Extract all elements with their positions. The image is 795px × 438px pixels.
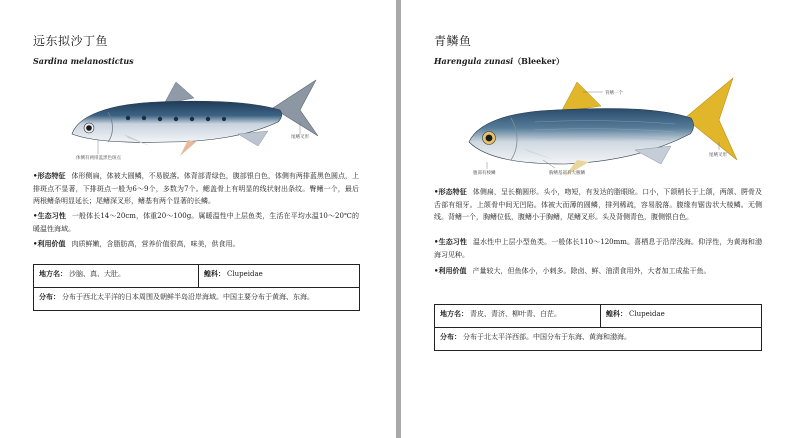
- section-ecology: [434, 236, 762, 261]
- section-text: 温水性中上层小型鱼类。一般体长110～120mm。喜栖息于沿岸浅海。仰浮性，为黄海和渤海习见种。: [434, 238, 762, 259]
- section-label: •形态特征: [434, 187, 467, 196]
- section-text: 体侧扁，呈长椭圆形。头小，吻短，有发达的脂眼睑。口小，下颌稍长于上颌，两颌、腭骨及舌部有细牙。上颌骨中间无凹陷。体被大而薄的圆鳞，排列稀疏，容易脱落。腹缘有锯齿状大棱鳞。无侧线。背鳍一个，胸鳍位低，腹鳍小于胸鳍，尾鳍叉形。头及背侧青色，腹侧银白色。: [434, 188, 763, 221]
- family-cell: 鳇科： Clupeidae: [606, 309, 665, 318]
- section-ecology: [33, 210, 359, 235]
- local-name-value: 青皮、青济、柳叶青、白茫。: [470, 310, 561, 318]
- section-label: •生态习性: [434, 237, 468, 246]
- section-label: •利用价值: [434, 266, 467, 275]
- section-usage: [33, 238, 359, 251]
- section-morphology: [33, 170, 359, 208]
- caption-tail: 尾鳍叉形: [709, 153, 727, 158]
- section-label: •形态特征: [33, 171, 66, 180]
- page-title: 青鳞鱼: [434, 34, 472, 48]
- section-text: 体形侧扁，体被大圆鳞，不易脱落。体背部青绿色，腹部银白色，体侧有两排蓝黑色圆点，上排斑点不显著，下排斑点一般为6～9个，多数为7个。鳃盖骨上有明显的线状射出条纹。臀鳍一个，最后两根鳍条明显延长；尾鳍深叉形，鳍基有两个显著的长鳞。: [33, 172, 359, 205]
- caption-scale: 胸鳍基部有大腋鳞: [549, 171, 585, 176]
- sardine-illustration: [68, 76, 328, 166]
- info-table: [434, 304, 762, 351]
- right-page: [401, 0, 795, 438]
- info-table: [33, 264, 360, 311]
- left-page: [0, 0, 396, 438]
- section-text: 产量较大，但鱼体小，小刺多。除卤、鲜、油渍食用外，大者加工成盐干鱼。: [472, 267, 711, 275]
- family-value: Clupeidae: [629, 310, 665, 318]
- caption-spots: 体侧有两排蓝黑色斑点: [76, 156, 121, 161]
- section-morphology: [434, 186, 762, 224]
- latin-name: Sardina melanostictus: [33, 56, 134, 66]
- local-name-cell: 地方名： 青皮、青济、柳叶青、白茫。: [435, 305, 601, 327]
- section-text: 肉质鲜嫩，含脂肪高，营养价值很高，味美，供食用。: [71, 240, 240, 248]
- family-value: Clupeidae: [227, 270, 263, 278]
- latin-author: （Bleeker）: [513, 56, 565, 66]
- caption-tail: 尾鳍叉形: [291, 135, 309, 140]
- section-label: •利用价值: [33, 239, 66, 248]
- distribution-cell: 分布： 分布于西北太平洋的日本周围及朝鲜半岛沿岸海域。中国主要分布于黄海、东海。: [39, 292, 314, 301]
- latin-name: Harengula zunasi（Bleeker）: [434, 56, 565, 66]
- herring-illustration: [465, 72, 765, 177]
- section-text: 一般体长14～20cm，体重20～100g。属暖温性中上层鱼类，生活在平均水温10～20℃的暖温性海域。: [33, 212, 359, 233]
- section-usage: [434, 265, 762, 278]
- section-label: •生态习性: [33, 211, 66, 220]
- local-name-cell: 地方名： 沙脑、真、大肚。: [34, 265, 199, 287]
- distribution-value: 分布于西北太平洋的日本周围及朝鲜半岛沿岸海域。中国主要分布于黄海、东海。: [62, 293, 314, 301]
- distribution-cell: 分布： 分布于北太平洋西部。中国分布于东海、黄海和渤海。: [440, 332, 631, 341]
- distribution-value: 分布于北太平洋西部。中国分布于东海、黄海和渤海。: [463, 333, 631, 341]
- caption-ventral: 腹部有棱鳞: [473, 171, 496, 176]
- caption-dorsal: 背鳍一个: [605, 91, 623, 96]
- family-cell: 鳇科： Clupeidae: [204, 269, 263, 278]
- page-title: 远东拟沙丁鱼: [33, 34, 109, 48]
- local-name-value: 沙脑、真、大肚。: [69, 270, 125, 278]
